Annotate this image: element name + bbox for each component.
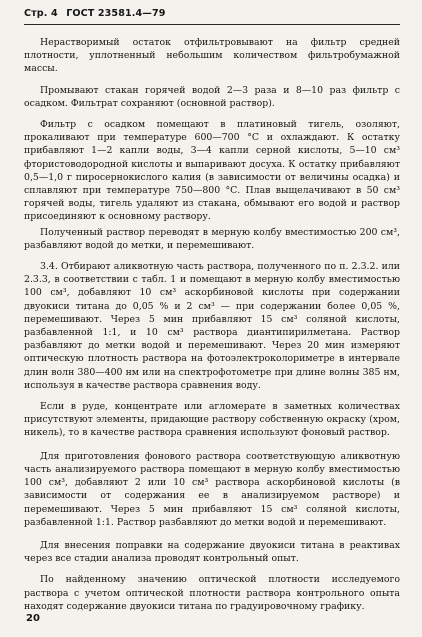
document-body bbox=[24, 36, 400, 613]
paragraph: Нерастворимый остаток отфильтровывают на фильтр средней плотности, уплотненный небольшим количеством фильтробумажной массы. bbox=[24, 37, 400, 75]
standard-number: ГОСТ 23581.4—79 bbox=[66, 8, 166, 19]
page-label: Стр. 4 bbox=[24, 8, 58, 19]
paragraph: Для внесения поправки на содержание двуокиси титана в реактивах через все стадии анализа проводят контрольный опыт. bbox=[24, 539, 400, 565]
document-page bbox=[24, 8, 400, 615]
paragraph: Промывают стакан горячей водой 2—3 раза и 8—10 раз фильтр с осадком. Фильтрат сохраняют (основной раствор). bbox=[24, 84, 400, 109]
paragraph: Полученный раствор переводят в мерную колбу вместимостью 200 см³, разбавляют водой до метки, и перемешивают. bbox=[24, 226, 400, 251]
paragraph: 3.4. Отбирают аликвотную часть раствора, полученного по п. 2.3.2. или 2.3.3, в соответствии с табл. 1 и помещают в мерную колбу вместимостью 100 см³, добавляют 10 см³ аскорбиновой кислоты при содержании двуокиси титана до 0,05 % и 2 см³ — при содержании более 0,05 %, перемешивают. Через 5 мин прибавляют 15 см³ соляной кислоты, разбавленной 1:1, и 10 см³ раствора диантипирилметана. Раствор разбавляют до метки водой и перемешивают. Через 20 мин измеряют оптическую плотность раствора на фотоэлектроколориметре в интервале длин волн 380—400 нм или на спектрофотометре при длине волны 385 нм, используя в качестве раствора сравнения воду. bbox=[24, 261, 400, 391]
page-header bbox=[24, 8, 400, 25]
paragraph: По найденному значению оптической плотности исследуемого раствора с учетом оптической плотности раствора контрольного опыта находят содержание двуокиси титана по градуировочному графику. bbox=[24, 574, 400, 612]
footer-page-number: 20 bbox=[26, 613, 40, 624]
paragraph: Фильтр с осадком помещают в платиновый тигель, озоляют, прокаливают при температуре 600—700 °С и охлаждают. К остатку прибавляют 1—2 капли воды, 3—4 капли серной кислоты, 5—10 см³ фтористоводородной кислоты и выпаривают досуха. К остатку прибавляют 0,5—1,0 г пиросернокислого калия (в зависимости от величины осадка) и сплавляют при температуре 750—800 °С. Плав выщелачивают в 50 см³ горячей воды, тигель удаляют из стакана, обмывают его водой и раствор присоединяют к основному раствору. bbox=[24, 119, 400, 223]
paragraph: Если в руде, концентрате или агломерате в заметных количествах присутствуют элементы, придающие раствору собственную окраску (хром, никель), то в качестве раствора сравнения используют фоновый раствор. bbox=[24, 401, 400, 439]
paragraph: Для приготовления фонового раствора соответствующую аликвотную часть анализируемого раствора помещают в мерную колбу вместимостью 100 см³, добавляют 2 или 10 см³ раствора аскорбиновой кислоты (в зависимости от содержания ее в анализируемом растворе) и перемешивают. Через 5 мин прибавляют 15 см³ соляной кислоты, разбавленной 1:1. Раствор разбавляют до метки водой и перемешивают. bbox=[24, 450, 400, 528]
